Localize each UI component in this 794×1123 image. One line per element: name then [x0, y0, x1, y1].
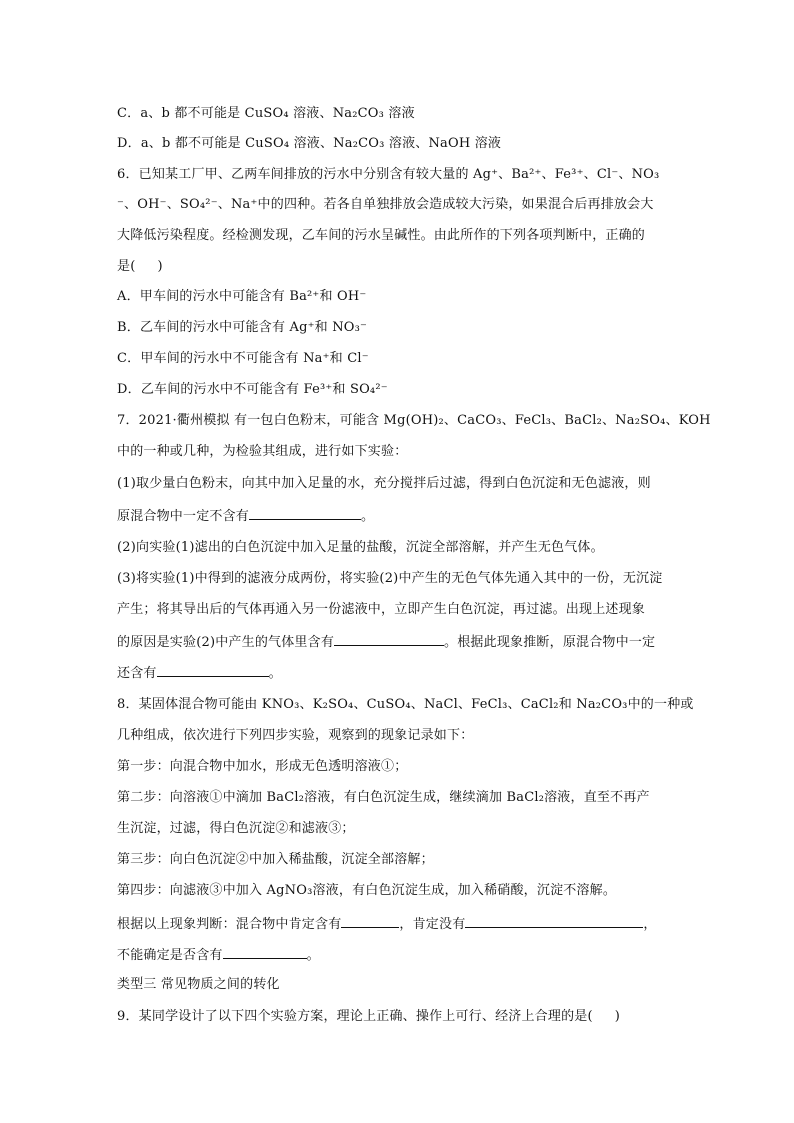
- q7-part1-prompt: 原混合物中一定不含有: [117, 509, 250, 524]
- q7-part3-line-2: 产生；将其导出后的气体再通入另一份滤液中，立即产生白色沉淀，再过滤。出现上述现象: [117, 602, 646, 617]
- q6-option-a: A．甲车间的污水中可能含有 Ba²⁺和 OH⁻: [117, 289, 367, 304]
- q7-part1-period: 。: [361, 509, 375, 524]
- q9-stem-text: 9．某同学设计了以下四个实验方案，理论上正确、操作上可行、经济上合理的是(: [117, 1009, 593, 1024]
- q8-judgement-prompt-2: ，肯定没有: [399, 917, 466, 932]
- q6-stem-line-2: ⁻、OH⁻、SO₄²⁻、Na⁺中的四种。若各自单独排放会造成较大污染，如果混合后再排放会大: [117, 197, 654, 212]
- q7-part3-answer-blank-2[interactable]: [157, 664, 269, 677]
- q9-answer-close: ): [614, 1009, 621, 1024]
- q7-part1-line-1: (1)取少量白色粉末，向其中加入足量的水，充分搅拌后过滤，得到白色沉淀和无色滤液，则: [117, 476, 651, 491]
- q8-excludes-blank[interactable]: [465, 915, 643, 928]
- q8-stem-line-2: 几种组成，依次进行下列四步实验，观察到的现象记录如下：: [117, 728, 474, 743]
- q6-option-b: B．乙车间的污水中可能含有 Ag⁺和 NO₃⁻: [117, 320, 368, 335]
- q7-part3-line-1: (3)将实验(1)中得到的滤液分成两份，将实验(2)中产生的无色气体先通入其中的一份，无沉淀: [117, 571, 663, 586]
- q7-part1-line-2: [117, 507, 374, 525]
- q8-judgement-line-2: [117, 946, 320, 964]
- q8-step-3: 第三步：向白色沉淀②中加入稀盐酸，沉淀全部溶解；: [117, 852, 434, 867]
- q8-judgement-comma: ，: [643, 917, 657, 932]
- q7-part3-answer-blank-1[interactable]: [334, 633, 444, 646]
- q8-stem-line-1: 8．某固体混合物可能由 KNO₃、K₂SO₄、CuSO₄、NaCl、FeCl₃、CaCl₂和 Na₂CO₃中的一种或: [117, 697, 694, 712]
- section-heading-type-3: 类型三 常见物质之间的转化: [117, 977, 280, 992]
- q8-judgement-line-1: [117, 915, 657, 933]
- q6-stem-line-1: 6．已知某工厂甲、乙两车间排放的污水中分别含有较大量的 Ag⁺、Ba²⁺、Fe³⁺、Cl⁻、NO₃: [117, 167, 660, 182]
- q7-part3-prompt-1: 的原因是实验(2)中产生的气体里含有: [117, 635, 335, 650]
- q7-part3-prompt-3: 还含有: [117, 666, 157, 681]
- q7-stem-line-2: 中的一种或几种，为检验其组成，进行如下实验：: [117, 444, 408, 459]
- q6-answer-close: ): [157, 259, 163, 274]
- q8-step-4: 第四步：向滤液③中加入 AgNO₃溶液，有白色沉淀生成，加入稀硝酸，沉淀不溶解。: [117, 883, 617, 898]
- q8-judgement-prompt-1: 根据以上现象判断：混合物中肯定含有: [117, 917, 342, 932]
- q8-step-2-line-1: 第二步：向溶液①中滴加 BaCl₂溶液，有白色沉淀生成，继续滴加 BaCl₂溶液，直至不再产: [117, 790, 650, 805]
- q7-stem-line-1: 7．2021·衢州模拟 有一包白色粉末，可能含 Mg(OH)₂、CaCO₃、FeCl₃、BaCl₂、Na₂SO₄、KOH: [117, 413, 711, 428]
- q8-contains-blank[interactable]: [341, 915, 399, 928]
- q8-judgement-prompt-3: 不能确定是否含有: [117, 948, 223, 963]
- q8-step-2-line-2: 生沉淀，过滤，得白色沉淀②和滤液③；: [117, 821, 355, 836]
- q6-answer-open: 是(: [117, 259, 136, 274]
- q8-step-1: 第一步：向混合物中加水，形成无色透明溶液①；: [117, 759, 408, 774]
- q7-part2: (2)向实验(1)滤出的白色沉淀中加入足量的盐酸，沉淀全部溶解，并产生无色气体。: [117, 540, 604, 555]
- q7-part3-prompt-2: 。根据此现象推断，原混合物中一定: [444, 635, 656, 650]
- q7-part3-line-4: [117, 664, 282, 682]
- q6-option-c: C．甲车间的污水中不可能含有 Na⁺和 Cl⁻: [117, 351, 369, 366]
- q8-uncertain-blank[interactable]: [223, 946, 307, 959]
- q5-option-c: C．a、b 都不可能是 CuSO₄ 溶液、Na₂CO₃ 溶液: [117, 106, 415, 121]
- q6-stem-line-4: [117, 259, 163, 275]
- q7-part1-answer-blank[interactable]: [249, 507, 361, 520]
- q7-part3-line-3: [117, 633, 655, 651]
- q9-stem: [117, 1009, 620, 1025]
- q7-part3-period: 。: [268, 666, 282, 681]
- q8-judgement-period: 。: [306, 948, 320, 963]
- q6-option-d: D．乙车间的污水中不可能含有 Fe³⁺和 SO₄²⁻: [117, 382, 388, 397]
- q5-option-d: D．a、b 都不可能是 CuSO₄ 溶液、Na₂CO₃ 溶液、NaOH 溶液: [117, 136, 502, 151]
- q6-stem-line-3: 大降低污染程度。经检测发现，乙车间的污水呈碱性。由此所作的下列各项判断中，正确的: [117, 228, 646, 243]
